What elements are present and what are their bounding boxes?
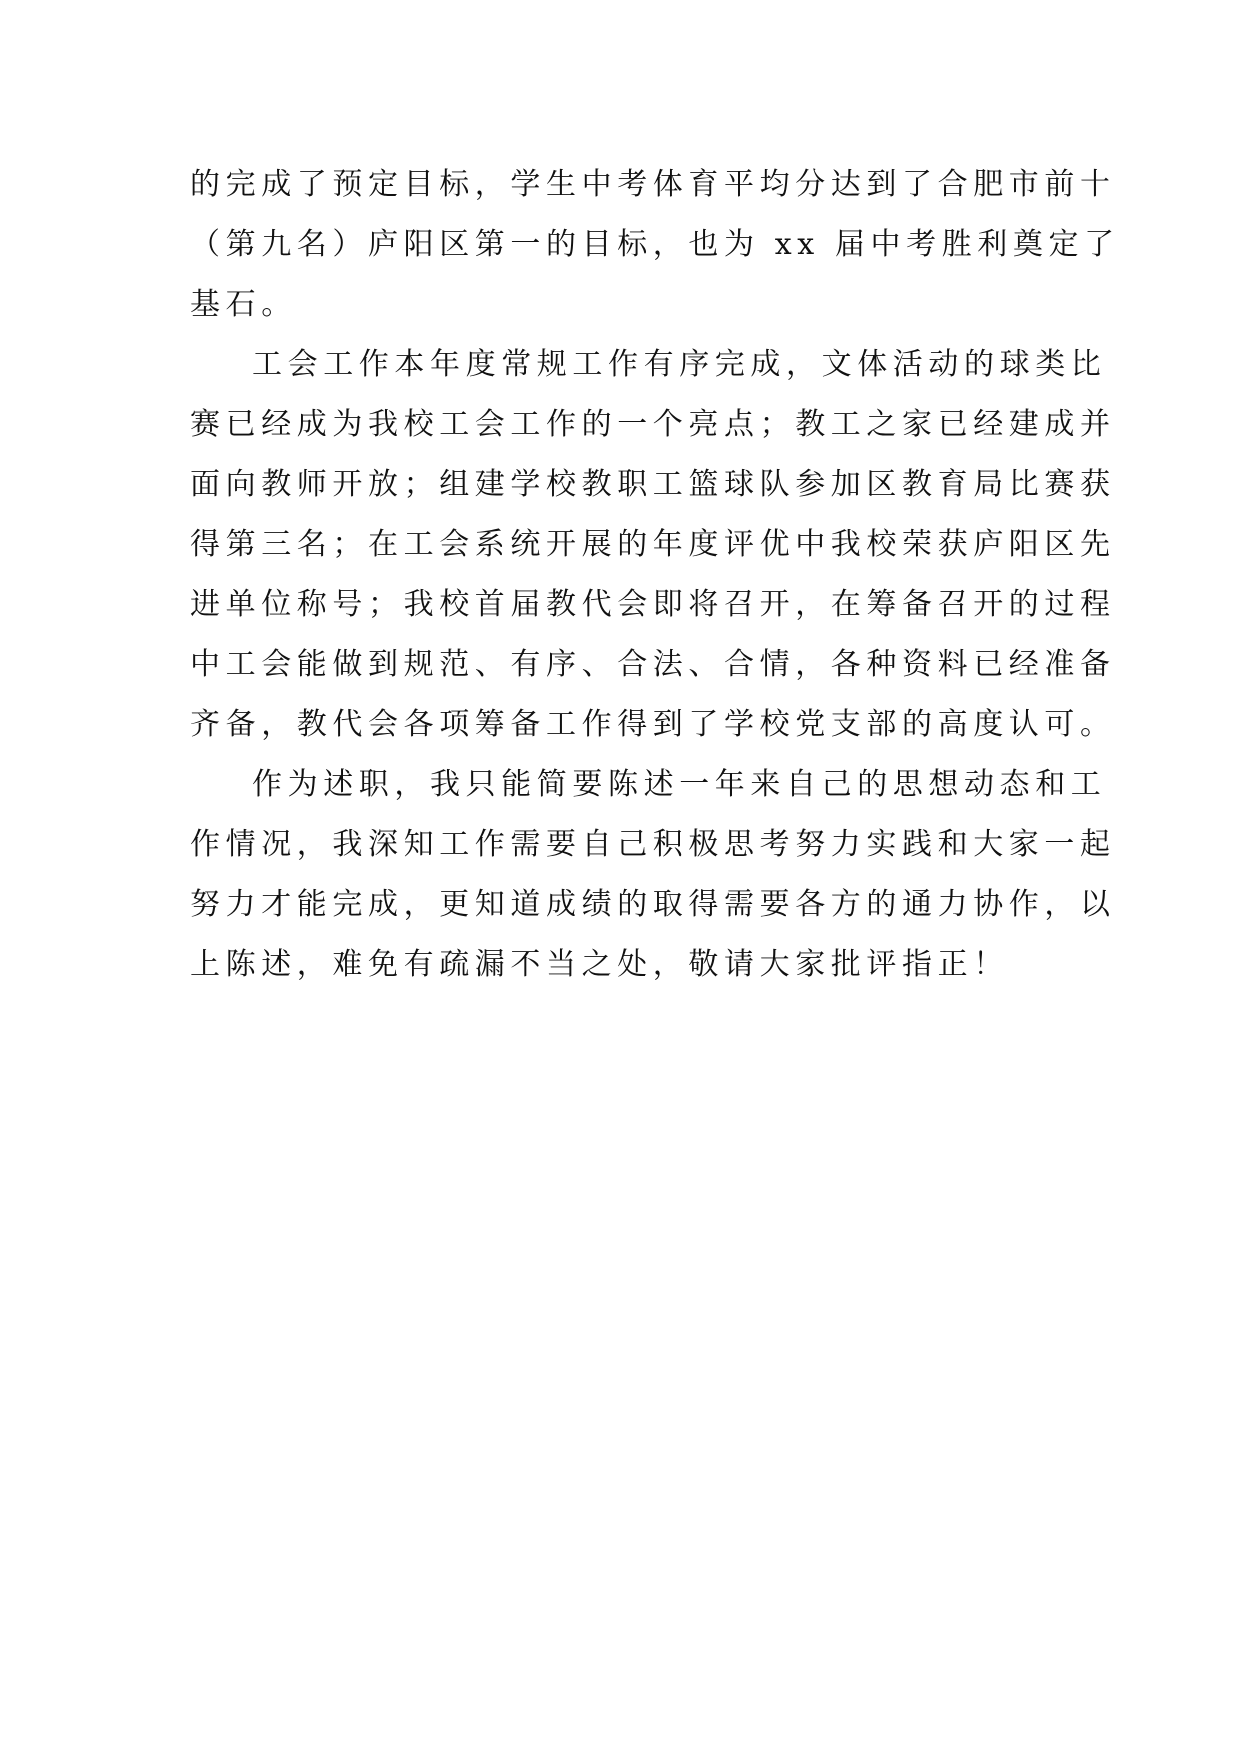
text-line: 面向教师开放；组建学校教职工篮球队参加区教育局比赛获	[190, 467, 1116, 502]
text-line: 作为述职，我只能简要陈述一年来自己的思想动态和工	[252, 767, 1107, 802]
document-body	[190, 155, 1120, 995]
text-line: 的完成了预定目标，学生中考体育平均分达到了合肥市前十	[190, 167, 1116, 202]
text-line: 赛已经成为我校工会工作的一个亮点；教工之家已经建成并	[190, 407, 1116, 442]
paragraph-2	[190, 335, 1116, 755]
text-line: 进单位称号；我校首届教代会即将召开，在筹备召开的过程	[190, 587, 1116, 622]
text-line: 齐备，教代会各项筹备工作得到了学校党支部的高度认可。	[190, 707, 1116, 742]
text-line: 工会工作本年度常规工作有序完成，文体活动的球类比	[252, 347, 1107, 382]
paragraph-1	[190, 155, 1120, 335]
text-line: （第九名）庐阳区第一的目标，也为 xx 届中考胜利奠定了	[190, 227, 1120, 262]
text-line: 作情况，我深知工作需要自己积极思考努力实践和大家一起	[190, 827, 1116, 862]
text-line: 中工会能做到规范、有序、合法、合情，各种资料已经准备	[190, 647, 1116, 682]
text-line: 得第三名；在工会系统开展的年度评优中我校荣获庐阳区先	[190, 527, 1116, 562]
text-line: 努力才能完成，更知道成绩的取得需要各方的通力协作，以	[190, 887, 1116, 922]
paragraph-3	[190, 755, 1116, 995]
text-line: 基石。	[190, 287, 297, 322]
text-line: 上陈述，难免有疏漏不当之处，敬请大家批评指正！	[190, 947, 1009, 982]
